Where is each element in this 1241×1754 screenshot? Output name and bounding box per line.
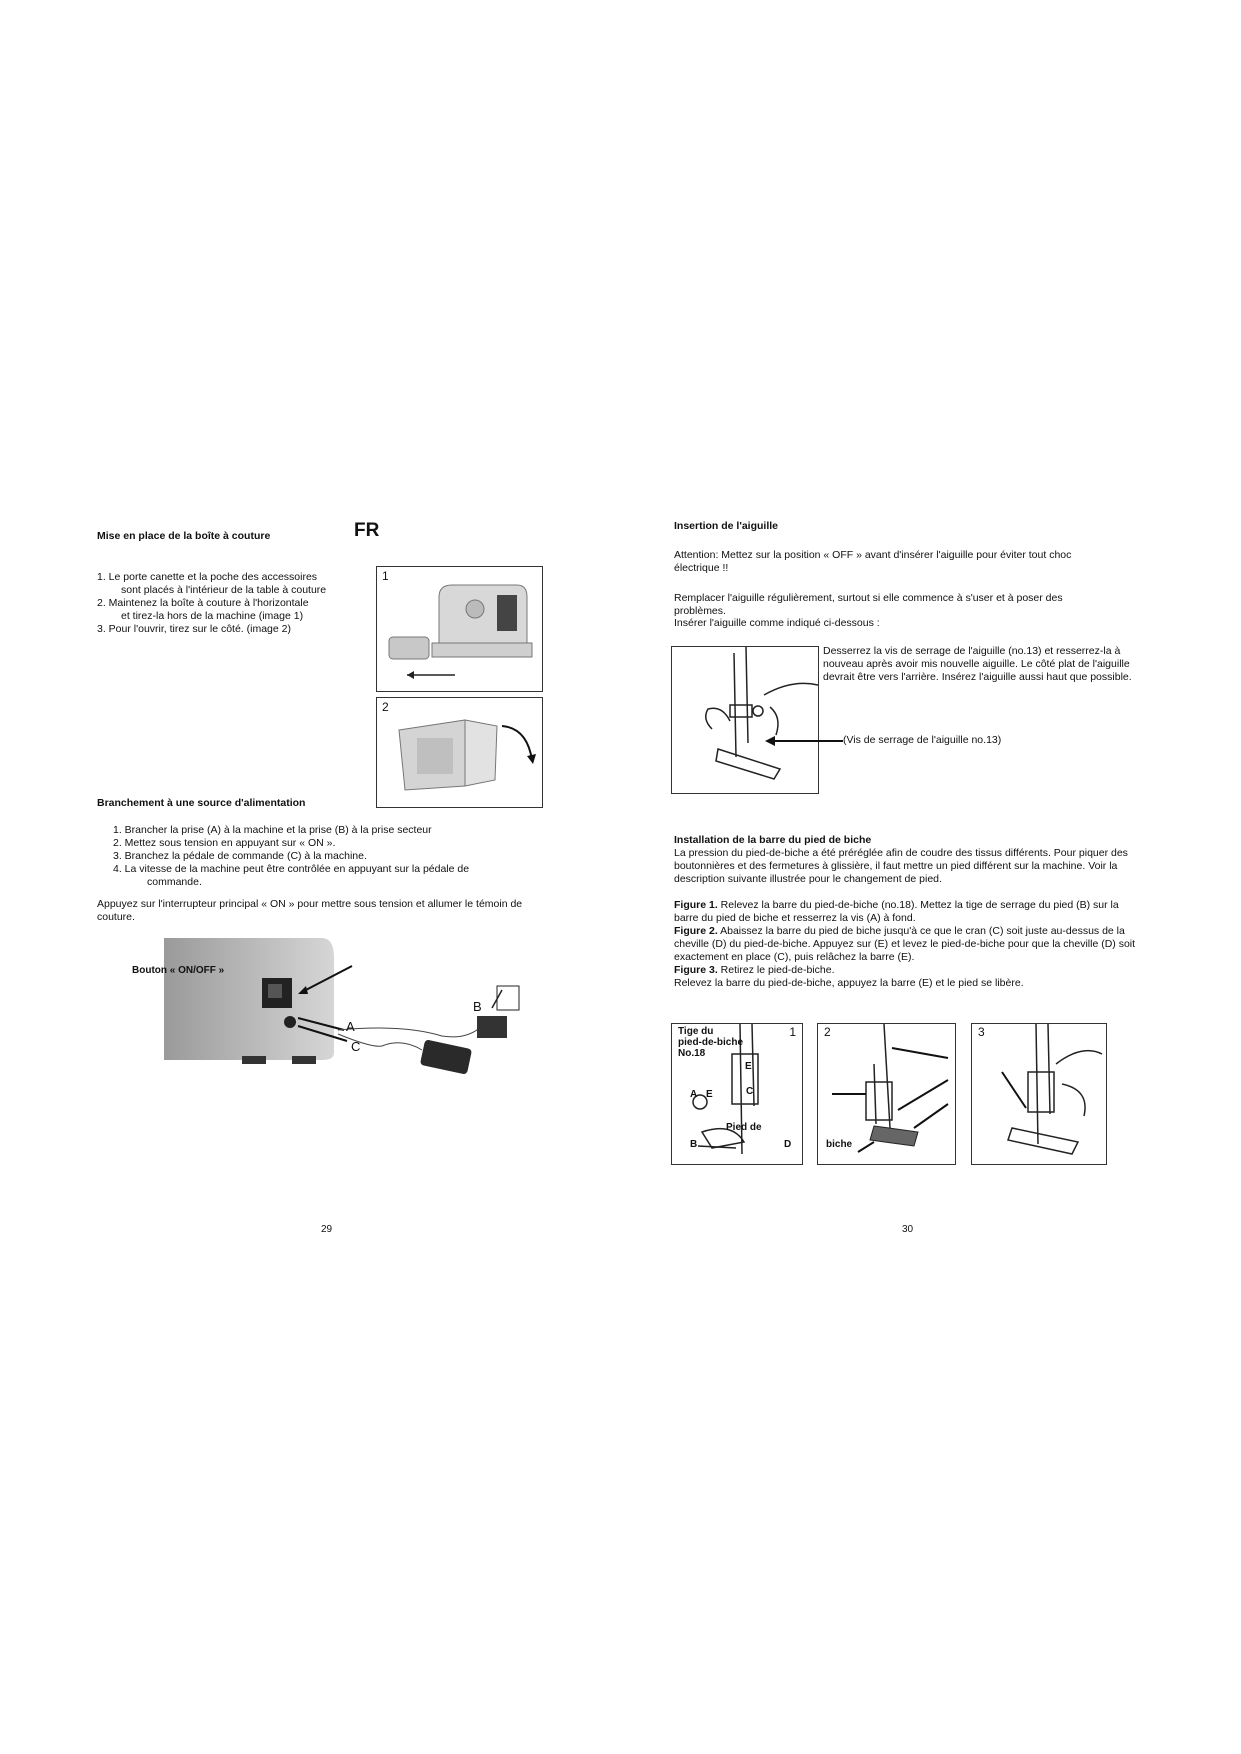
presser-foot-3-illustration	[972, 1024, 1106, 1164]
needle-instruction-text: Desserrez la vis de serrage de l'aiguille (no.13) et resserrez-la à nouveau après avoir mis nouvelle aiguille. Le côté plat de l'aiguille devrait être vers l'arrière. Insérez l'aiguille aussi haut que possible.	[823, 645, 1132, 683]
on-off-button-label: Bouton « ON/OFF »	[132, 965, 225, 976]
power-steps	[113, 824, 469, 889]
replace-needle-text: Remplacer l'aiguille régulièrement, surtout si elle commence à s'user et à poser des problèmes.	[674, 592, 1063, 617]
figure-3-instruction	[674, 964, 1140, 977]
step-line: sont placés à l'intérieur de la table à couture	[121, 584, 327, 596]
section-heading-needle: Insertion de l'aiguille	[674, 520, 779, 532]
needle-screw-arrow	[765, 734, 843, 748]
power-connection-photo	[122, 928, 542, 1080]
step-line: 2. Mettez sous tension en appuyant sur « ON ».	[113, 837, 336, 849]
section-heading-power: Branchement à une source d'alimentation	[97, 797, 306, 809]
plug-c-label: C	[351, 1039, 361, 1054]
section-heading-sewing-box: Mise en place de la boîte à couture	[97, 530, 271, 542]
figure-instructions	[674, 899, 1140, 990]
figure-needle-insertion	[671, 646, 819, 794]
label-c: C	[746, 1086, 754, 1097]
final-instruction: Relevez la barre du pied-de-biche, appuyez la barre (E) et le pied se libère.	[674, 977, 1024, 989]
step-line: commande.	[147, 876, 202, 888]
insert-needle-text: Insérer l'aiguille comme indiqué ci-dessous :	[674, 617, 880, 629]
presser-bar-label	[678, 1026, 743, 1059]
step-line: 4. La vitesse de la machine peut être contrôlée en appuyant sur la pédale de	[113, 863, 470, 875]
label-e: E	[706, 1089, 713, 1100]
figure-1-label: Figure 1.	[674, 899, 718, 911]
figure-3-text: Retirez le pied-de-biche.	[717, 964, 835, 976]
needle-insertion-illustration	[672, 647, 818, 793]
step-line: 1. Le porte canette et la poche des accessoires	[97, 571, 318, 583]
page-number-right: 30	[902, 1224, 914, 1235]
figure-number: 3	[978, 1025, 985, 1039]
step-line: et tirez-la hors de la machine (image 1)	[121, 610, 304, 622]
figure-presser-foot-2	[817, 1023, 956, 1165]
figure-number: 1	[382, 569, 389, 583]
figure-presser-foot-3	[971, 1023, 1107, 1165]
figure-2-text: Abaissez la barre du pied de biche jusqu'à ce que le cran (C) soit juste au-dessus de la cheville (D) du pied-de-biche. Appuyez sur (E) et levez le pied-de-biche pour que la cheville (D) soit exactement en place (C), puis relâchez la barre (E).	[674, 925, 1136, 963]
figure-1-text: Relevez la barre du pied-de-biche (no.18). Mettez la tige de serrage du pied (B) sur la barre du pied de biche et resserrez la vis (A) à fond.	[674, 899, 1119, 924]
label-presser-foot: Pied de	[726, 1122, 762, 1133]
figure-sewing-machine	[376, 566, 543, 692]
figure-presser-foot-1	[671, 1023, 803, 1165]
label-a: A	[690, 1089, 698, 1100]
figure-number: 2	[824, 1025, 831, 1039]
page-number-left: 29	[321, 1224, 333, 1235]
figure-number: 2	[382, 700, 389, 714]
sewing-machine-illustration	[377, 567, 542, 691]
language-badge: FR	[354, 520, 380, 541]
presser-foot-intro: La pression du pied-de-biche a été préréglée afin de coudre des tissus différents. Pour piquer des boutonnières et des fermetures à glissière, il faut mettre un pied différent sur la machine. Voir la description suivante illustrée pour le changement de pied.	[674, 847, 1128, 885]
figure-1-instruction	[674, 899, 1140, 925]
power-note: Appuyez sur l'interrupteur principal « ON » pour mettre sous tension et allumer le témoin de couture.	[97, 898, 523, 923]
plug-b-label: B	[473, 999, 482, 1014]
figure-open-box	[376, 697, 543, 808]
label-b: B	[690, 1139, 698, 1150]
label-d: D	[784, 1139, 792, 1150]
open-box-illustration	[377, 698, 542, 807]
plug-a-label: A	[346, 1019, 355, 1034]
sewing-box-steps	[97, 571, 326, 636]
presser-bar-label-line: No.18	[678, 1048, 706, 1059]
figure-2-instruction	[674, 925, 1140, 964]
label-e-top: E	[745, 1061, 752, 1072]
attention-text: Attention: Mettez sur la position « OFF » avant d'insérer l'aiguille pour éviter tout choc électrique !!	[674, 549, 1072, 574]
step-line: 1. Brancher la prise (A) à la machine et la prise (B) à la prise secteur	[113, 824, 432, 836]
step-line: 3. Branchez la pédale de commande (C) à la machine.	[113, 850, 367, 862]
section-heading-presser-foot: Installation de la barre du pied de biche	[674, 834, 872, 846]
figure-3-label: Figure 3.	[674, 964, 718, 976]
presser-bar-label-line: pied-de-biche	[678, 1037, 744, 1048]
needle-screw-label: (Vis de serrage de l'aiguille no.13)	[843, 734, 1002, 746]
step-line: 3. Pour l'ouvrir, tirez sur le côté. (image 2)	[97, 623, 291, 635]
figure-2-label: Figure 2.	[674, 925, 718, 937]
presser-bar-label-line: Tige du	[678, 1026, 714, 1037]
step-line: 2. Maintenez la boîte à couture à l'horizontale	[97, 597, 309, 609]
label-biche: biche	[826, 1139, 853, 1150]
figure-number: 1	[789, 1025, 796, 1039]
